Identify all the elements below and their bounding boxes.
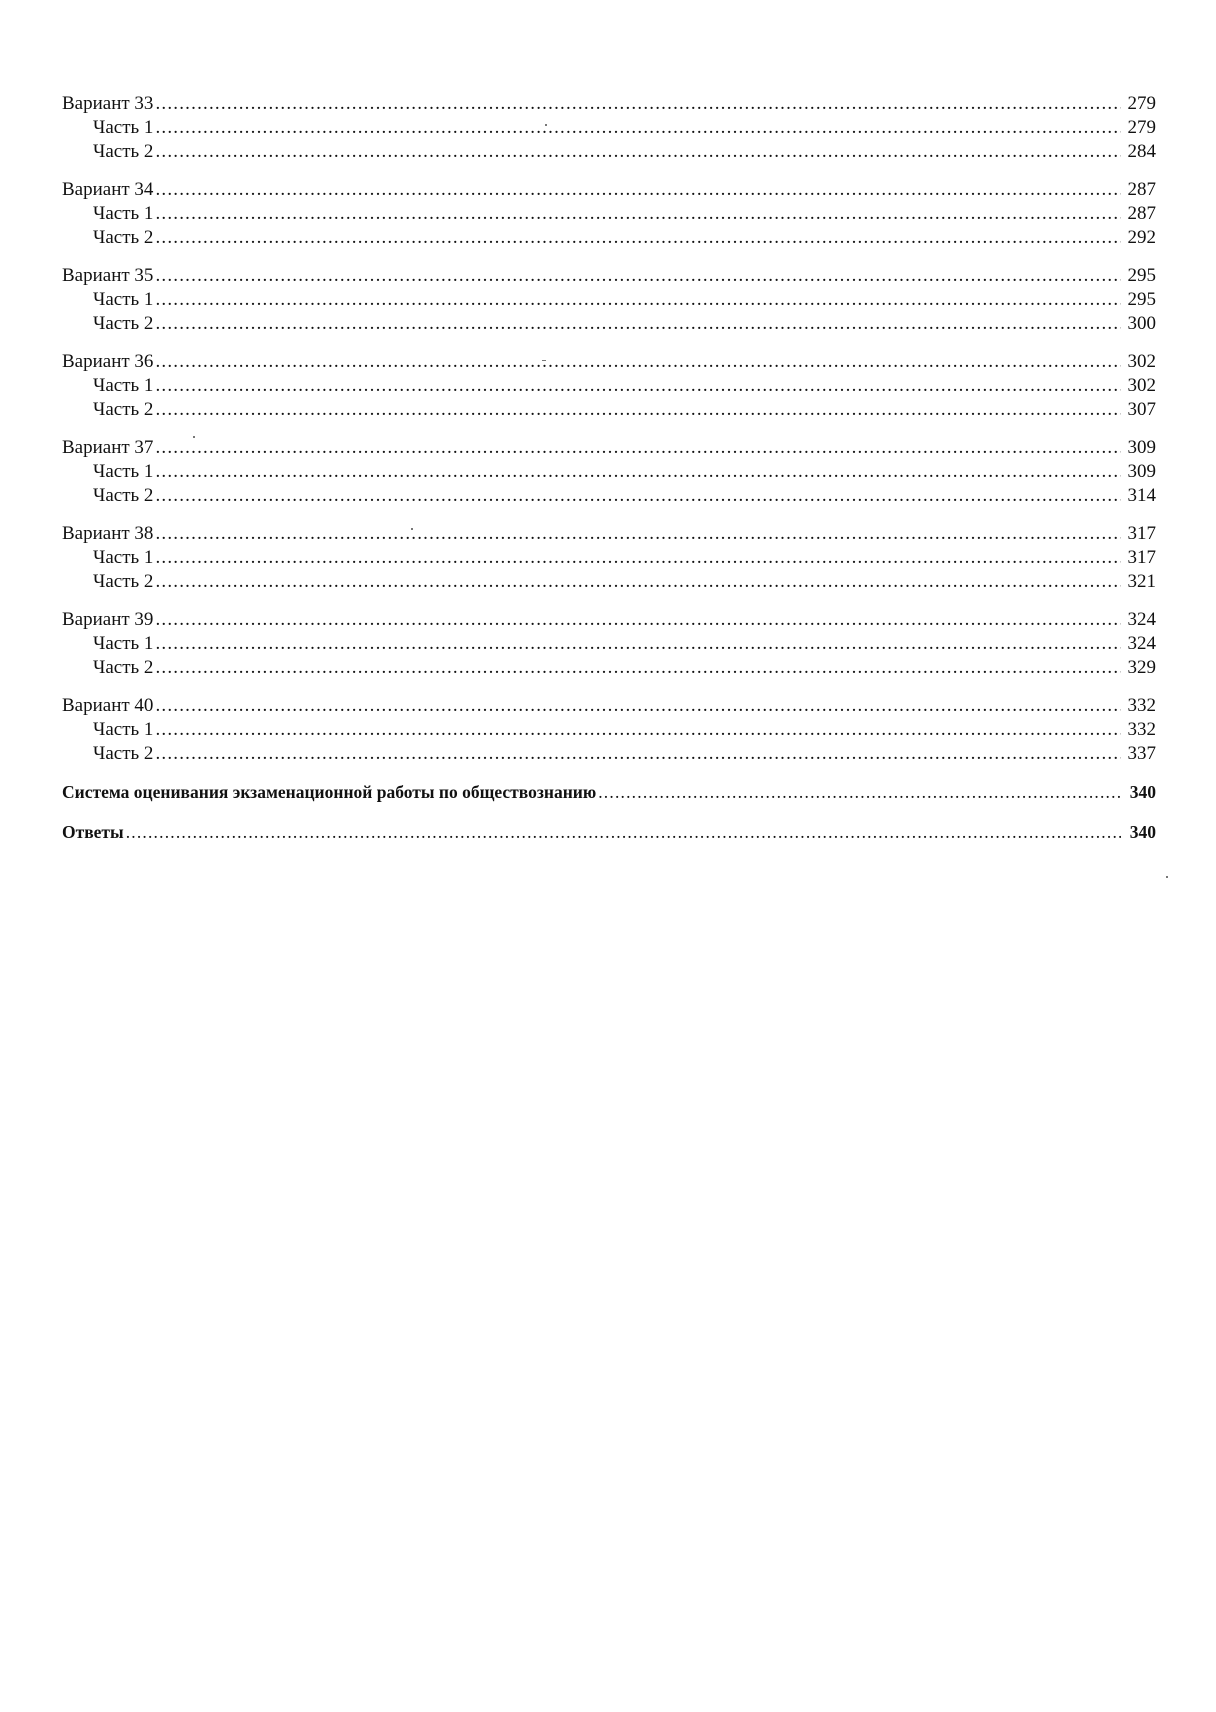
scan-speck — [411, 528, 413, 530]
dot-leader — [598, 780, 1121, 804]
entry-page-number: 317 — [1127, 523, 1156, 544]
entry-page-number: 300 — [1127, 313, 1156, 334]
dot-leader — [155, 116, 1121, 140]
toc-entry-part[interactable] — [62, 632, 1156, 656]
entry-page-number: 329 — [1127, 657, 1156, 678]
dot-leader — [155, 288, 1121, 312]
dot-leader — [155, 350, 1121, 374]
entry-page-number: 284 — [1127, 141, 1156, 162]
toc-entry-part[interactable] — [62, 374, 1156, 398]
toc-entry-variant[interactable] — [62, 178, 1156, 202]
dot-leader — [155, 374, 1121, 398]
entry-page-number: 321 — [1127, 571, 1156, 592]
entry-label: Часть 1 — [93, 633, 154, 654]
entry-label: Система оценивания экзаменационной работы по обществознанию — [62, 782, 597, 802]
dot-leader — [155, 546, 1121, 570]
entry-label: Вариант 40 — [62, 695, 154, 716]
toc-entry-part[interactable] — [62, 484, 1156, 508]
toc-entry-part[interactable] — [62, 718, 1156, 742]
toc-variant-38 — [62, 522, 1156, 594]
toc-variant-39 — [62, 608, 1156, 680]
entry-page-number: 287 — [1127, 179, 1156, 200]
toc-entry-part[interactable] — [62, 570, 1156, 594]
entry-page-number: 309 — [1127, 461, 1156, 482]
toc-entry-part[interactable] — [62, 742, 1156, 766]
entry-label: Часть 2 — [93, 313, 154, 334]
toc-entry-part[interactable] — [62, 140, 1156, 164]
entry-page-number: 279 — [1127, 117, 1156, 138]
entry-label: Часть 2 — [93, 571, 154, 592]
toc-entry-variant[interactable] — [62, 350, 1156, 374]
toc-entry-part[interactable] — [62, 460, 1156, 484]
entry-label: Вариант 37 — [62, 437, 154, 458]
entry-label: Часть 2 — [93, 399, 154, 420]
toc-entry-part[interactable] — [62, 202, 1156, 226]
dot-leader — [155, 178, 1121, 202]
toc-entry-variant[interactable] — [62, 436, 1156, 460]
dot-leader — [155, 484, 1121, 508]
entry-page-number: 309 — [1127, 437, 1156, 458]
toc-entry-part[interactable] — [62, 656, 1156, 680]
entry-label: Часть 1 — [93, 461, 154, 482]
dot-leader — [155, 264, 1121, 288]
entry-label: Вариант 36 — [62, 351, 154, 372]
toc-entry-variant[interactable] — [62, 92, 1156, 116]
entry-label: Часть 2 — [93, 743, 154, 764]
dot-leader — [155, 656, 1121, 680]
entry-page-number: 340 — [1129, 782, 1156, 802]
toc-variant-34 — [62, 178, 1156, 250]
entry-page-number: 314 — [1127, 485, 1156, 506]
scan-speck — [1166, 876, 1168, 878]
toc-entry-part[interactable] — [62, 398, 1156, 422]
scan-speck — [193, 436, 195, 438]
dot-leader — [155, 436, 1121, 460]
entry-label: Часть 2 — [93, 485, 154, 506]
entry-page-number: 324 — [1127, 633, 1156, 654]
toc-answers — [62, 820, 1156, 844]
toc-variant-33 — [62, 92, 1156, 164]
entry-page-number: 295 — [1127, 289, 1156, 310]
dot-leader — [155, 460, 1121, 484]
dot-leader — [155, 92, 1121, 116]
entry-label: Часть 2 — [93, 227, 154, 248]
entry-page-number: 279 — [1127, 93, 1156, 114]
toc-variant-37 — [62, 436, 1156, 508]
entry-label: Часть 1 — [93, 117, 154, 138]
entry-label: Вариант 33 — [62, 93, 154, 114]
entry-label: Вариант 39 — [62, 609, 154, 630]
toc-entry-part[interactable] — [62, 312, 1156, 336]
toc-entry-part[interactable] — [62, 116, 1156, 140]
entry-page-number: 295 — [1127, 265, 1156, 286]
entry-label: Ответы — [62, 822, 124, 842]
dot-leader — [126, 820, 1121, 844]
table-of-contents — [62, 92, 1156, 860]
dot-leader — [155, 226, 1121, 250]
entry-label: Часть 1 — [93, 203, 154, 224]
entry-page-number: 292 — [1127, 227, 1156, 248]
dot-leader — [155, 632, 1121, 656]
entry-page-number: 324 — [1127, 609, 1156, 630]
entry-label: Часть 1 — [93, 719, 154, 740]
entry-page-number: 332 — [1127, 695, 1156, 716]
entry-page-number: 332 — [1127, 719, 1156, 740]
toc-entry-part[interactable] — [62, 546, 1156, 570]
toc-variant-36 — [62, 350, 1156, 422]
dot-leader — [155, 742, 1121, 766]
dot-leader — [155, 522, 1121, 546]
toc-entry-variant[interactable] — [62, 522, 1156, 546]
toc-entry-grading-system[interactable] — [62, 780, 1156, 804]
dot-leader — [155, 608, 1121, 632]
dot-leader — [155, 694, 1121, 718]
toc-variant-35 — [62, 264, 1156, 336]
entry-page-number: 340 — [1129, 822, 1156, 842]
entry-label: Часть 1 — [93, 547, 154, 568]
scan-speck — [542, 360, 546, 361]
entry-page-number: 337 — [1127, 743, 1156, 764]
toc-entry-part[interactable] — [62, 226, 1156, 250]
dot-leader — [155, 202, 1121, 226]
entry-page-number: 287 — [1127, 203, 1156, 224]
dot-leader — [155, 718, 1121, 742]
toc-entry-variant[interactable] — [62, 694, 1156, 718]
dot-leader — [155, 398, 1121, 422]
dot-leader — [155, 570, 1121, 594]
toc-entry-answers[interactable] — [62, 820, 1156, 844]
scan-speck — [545, 124, 547, 126]
entry-page-number: 302 — [1127, 351, 1156, 372]
dot-leader — [155, 140, 1121, 164]
entry-label: Часть 2 — [93, 141, 154, 162]
toc-grading-system — [62, 780, 1156, 804]
toc-entry-variant[interactable] — [62, 264, 1156, 288]
entry-label: Вариант 38 — [62, 523, 154, 544]
toc-entry-variant[interactable] — [62, 608, 1156, 632]
entry-label: Вариант 35 — [62, 265, 154, 286]
toc-entry-part[interactable] — [62, 288, 1156, 312]
entry-page-number: 302 — [1127, 375, 1156, 396]
entry-label: Часть 2 — [93, 657, 154, 678]
entry-label: Часть 1 — [93, 375, 154, 396]
entry-label: Вариант 34 — [62, 179, 154, 200]
entry-page-number: 317 — [1127, 547, 1156, 568]
dot-leader — [155, 312, 1121, 336]
entry-label: Часть 1 — [93, 289, 154, 310]
toc-variant-40 — [62, 694, 1156, 766]
entry-page-number: 307 — [1127, 399, 1156, 420]
